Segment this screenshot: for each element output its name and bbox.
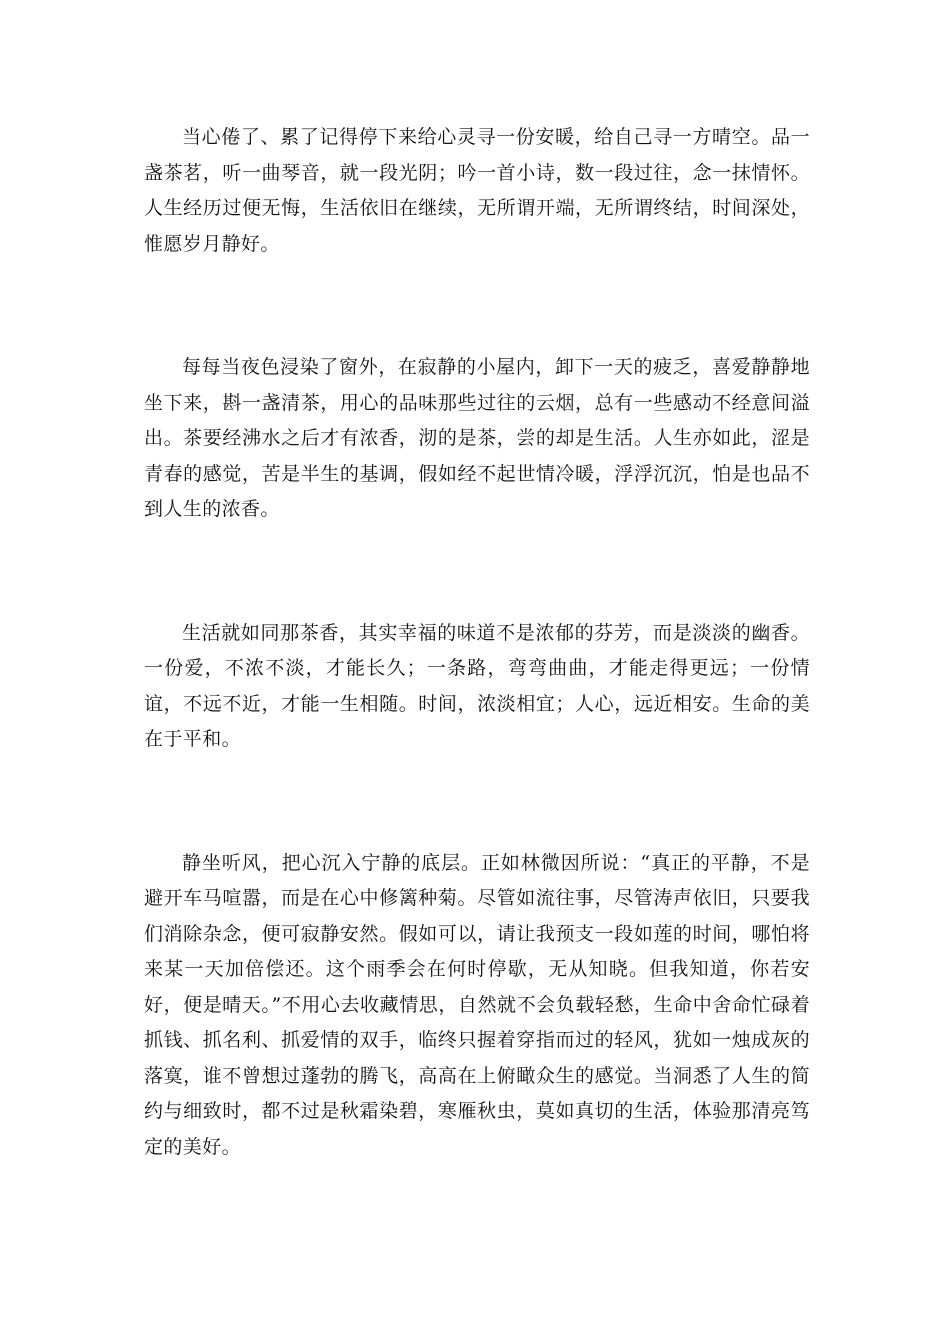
paragraph-2: 每每当夜色浸染了窗外，在寂静的小屋内，卸下一天的疲乏，喜爱静静地坐下来，斟一盏清茶，用心的品味那些过往的云烟，总有一些感动不经意间溢出。茶要经沸水之后才有浓香，沏的是茶，尝的却是生活。人生亦如此，涩是青春的感觉，苦是半生的基调，假如经不起世情冷暖，浮浮沉沉，怕是也品不到人生的浓香。 bbox=[144, 356, 810, 520]
paragraph-3: 生活就如同那茶香，其实幸福的味道不是浓郁的芬芳，而是淡淡的幽香。一份爱，不浓不淡，才能长久；一条路，弯弯曲曲，才能走得更远；一份情谊，不远不近，才能一生相随。时间，浓淡相宜；人心，远近相安。生命的美在于平和。 bbox=[144, 621, 810, 750]
paragraph-1: 当心倦了、累了记得停下来给心灵寻一份安暖，给自己寻一方晴空。品一盏茶茗，听一曲琴音，就一段光阴；吟一首小诗，数一段过往，念一抹情怀。人生经历过便无悔，生活依旧在继续，无所谓开端，无所谓终结，时间深处，惟愿岁月静好。 bbox=[144, 126, 810, 255]
paragraph-4: 静坐听风，把心沉入宁静的底层。正如林微因所说：“真正的平静，不是避开车马喧嚣，而是在心中修篱种菊。尽管如流往事，尽管涛声依旧，只要我们消除杂念，便可寂静安然。假如可以，请让我预支一段如莲的时间，哪怕将来某一天加倍偿还。这个雨季会在何时停歇，无从知晓。但我知道，你若安好，便是晴天。”不用心去收藏情思，自然就不会负载轻愁，生命中舍命忙碌着抓钱、抓名利、抓爱情的双手，临终只握着穿指而过的轻风，犹如一烛成灰的落寞，谁不曾想过蓬勃的腾飞，高高在上俯瞰众生的感觉。当洞悉了人生的简约与细致时，都不过是秋霜染碧，寒雁秋虫，莫如真切的生活，体验那清亮笃定的美好。 bbox=[144, 851, 810, 1158]
document-body bbox=[144, 120, 810, 1165]
